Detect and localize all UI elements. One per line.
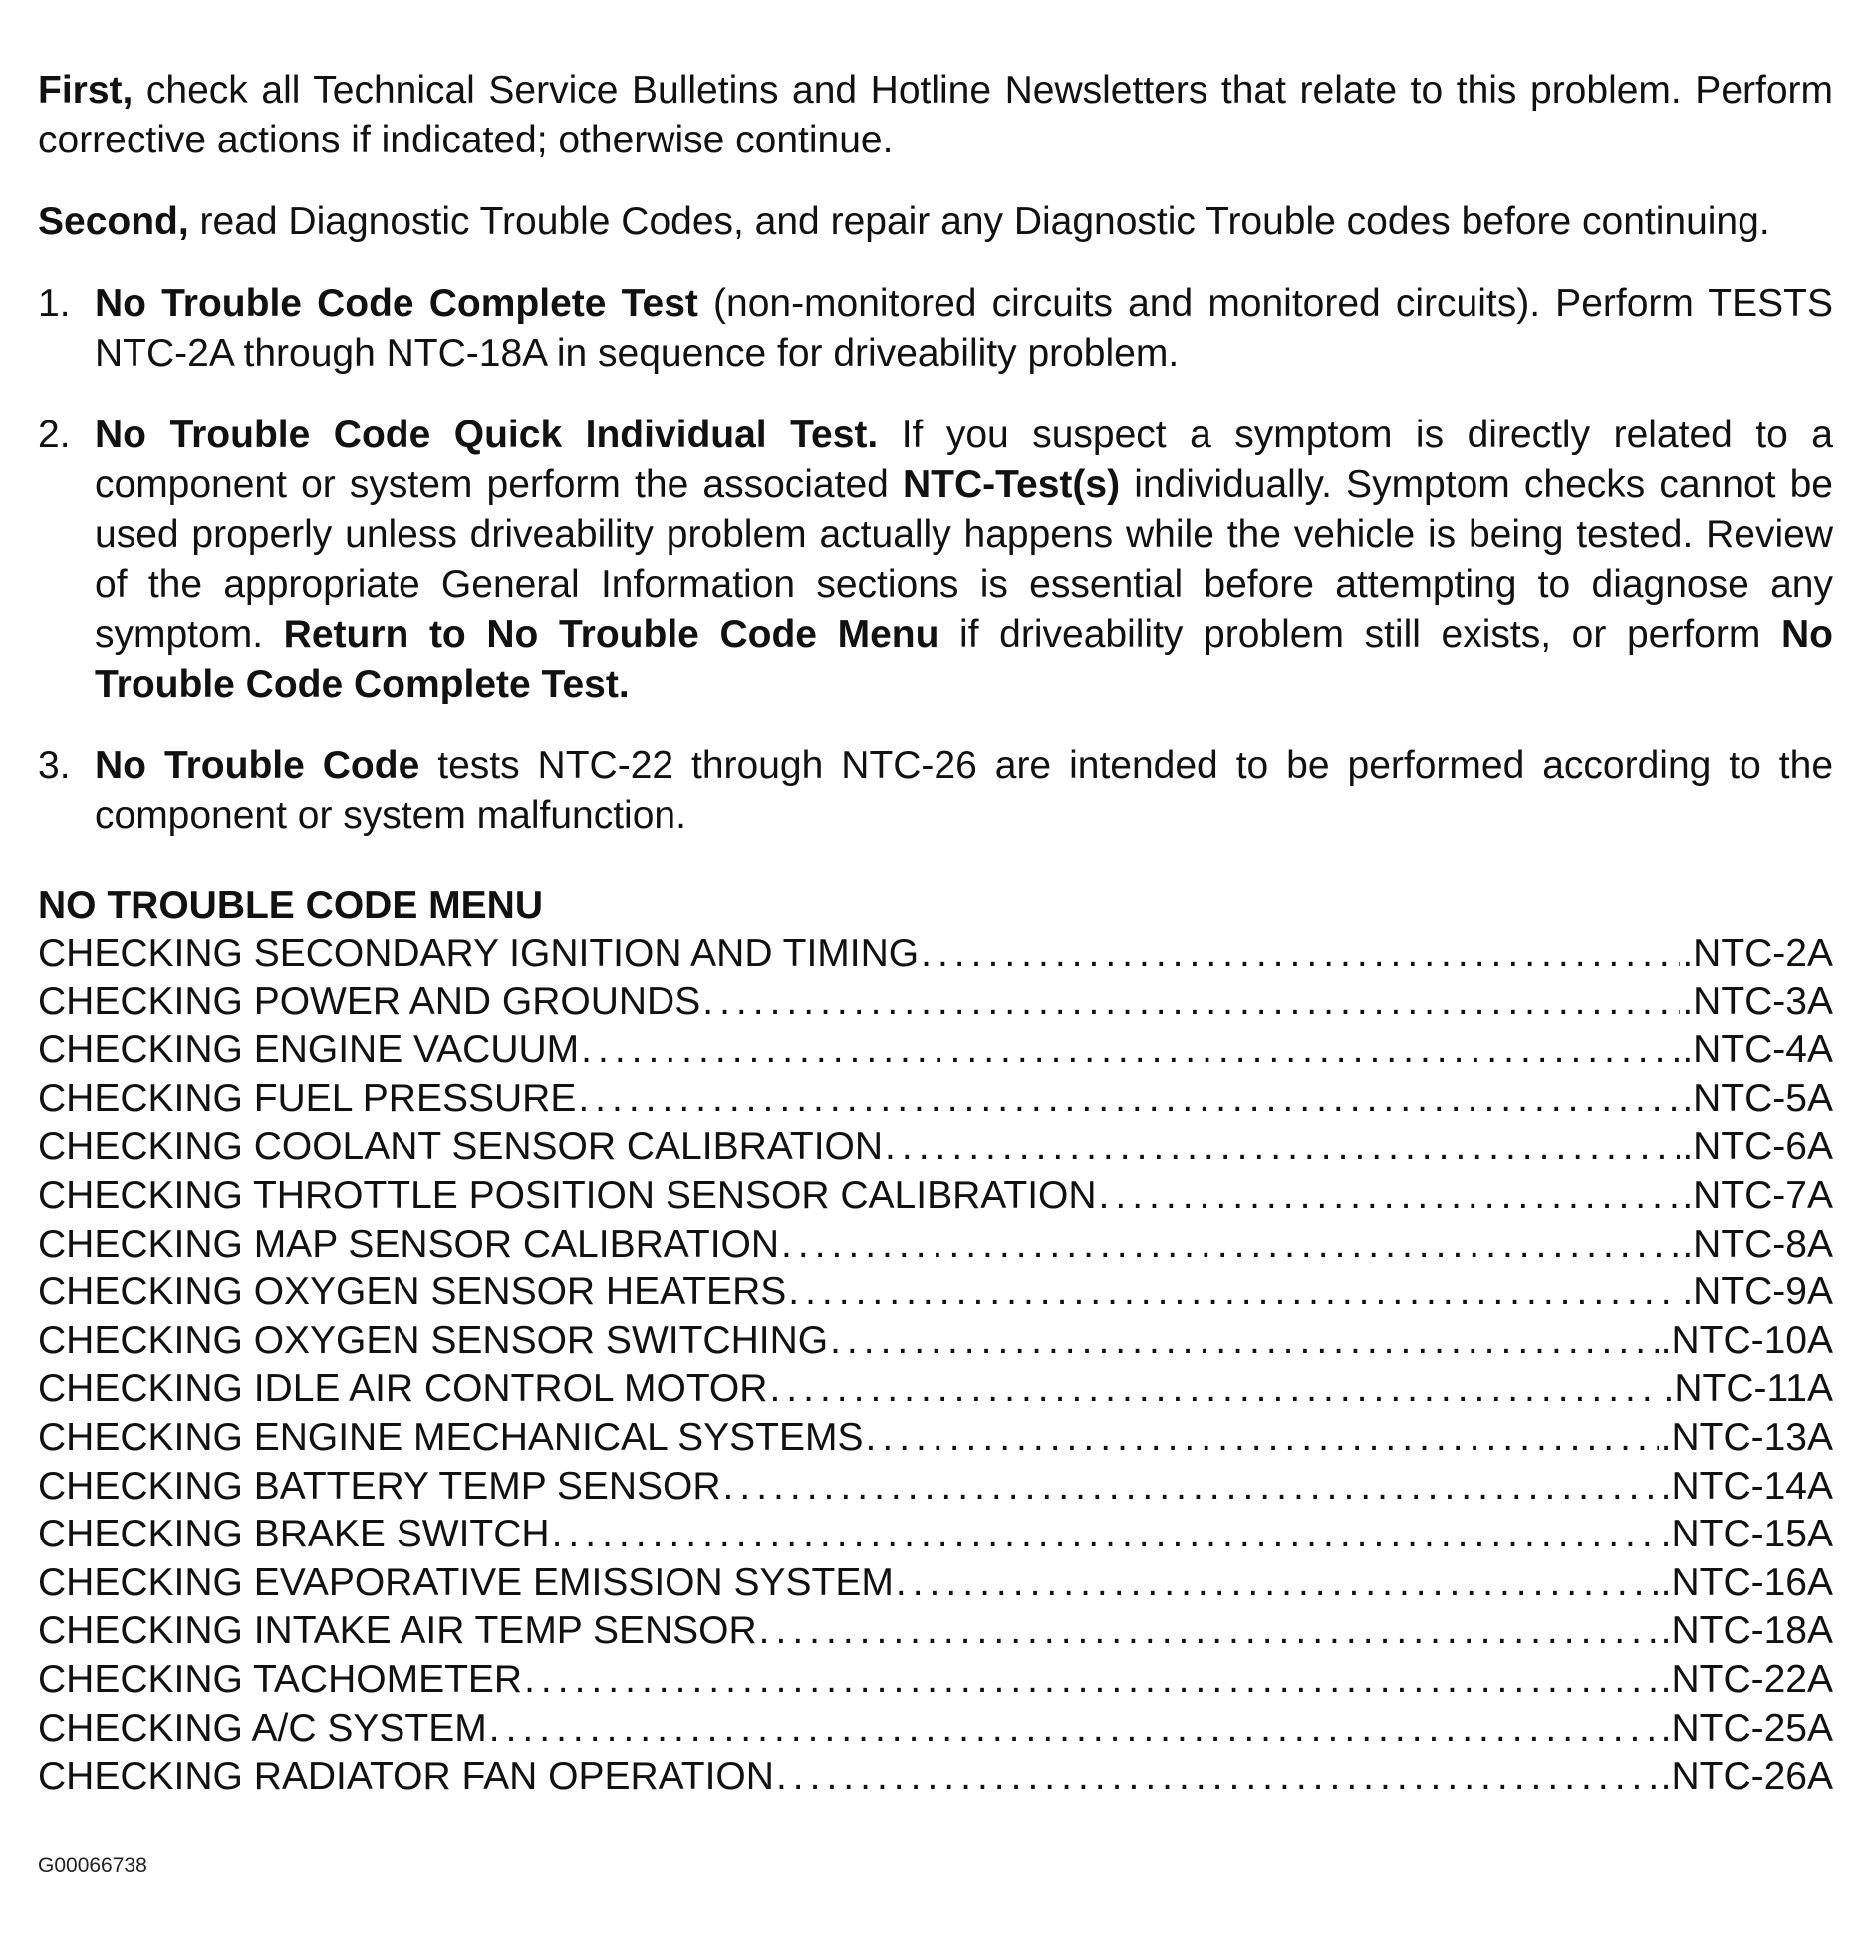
menu-item-label: CHECKING INTAKE AIR TEMP SENSOR — [38, 1609, 757, 1653]
first-instruction — [38, 66, 1833, 165]
menu-item-label: CHECKING OXYGEN SENSOR SWITCHING — [38, 1318, 829, 1362]
dot-leader — [781, 1221, 1680, 1269]
step-bold-text: No Trouble Code Complete Test — [95, 282, 698, 325]
menu-item-label: CHECKING A/C SYSTEM — [38, 1706, 487, 1750]
step-item — [38, 411, 1833, 709]
menu-item-code: .NTC-18A — [1660, 1609, 1833, 1653]
menu-item — [38, 1268, 1833, 1317]
dot-leader — [830, 1317, 1659, 1366]
second-text: read Diagnostic Trouble Codes, and repair any Diagnostic Trouble codes before continuing. — [188, 200, 1770, 243]
dot-leader — [524, 1656, 1659, 1705]
dot-leader — [885, 1123, 1680, 1172]
menu-item — [38, 979, 1833, 1027]
dot-leader — [921, 930, 1680, 979]
dot-leader — [759, 1607, 1659, 1656]
step-bold-text: No Trouble Code Quick Individual Test. — [95, 414, 879, 456]
document-page — [38, 66, 1833, 1802]
step-bold-text: Return to No Trouble Code Menu — [283, 613, 939, 656]
no-trouble-code-menu — [38, 881, 1833, 1802]
menu-item-label: CHECKING COOLANT SENSOR CALIBRATION — [38, 1125, 884, 1169]
menu-item-label: CHECKING BATTERY TEMP SENSOR — [38, 1464, 721, 1508]
menu-item — [38, 1607, 1833, 1656]
menu-item-code: .NTC-16A — [1660, 1560, 1833, 1604]
step-item — [38, 279, 1833, 379]
menu-item-code: .NTC-9A — [1682, 1270, 1833, 1314]
menu-item — [38, 1026, 1833, 1075]
step-item — [38, 741, 1833, 841]
menu-item-label: CHECKING SECONDARY IGNITION AND TIMING — [38, 932, 920, 975]
menu-item-code: .NTC-8A — [1682, 1222, 1833, 1265]
menu-item-label: CHECKING EVAPORATIVE EMISSION SYSTEM — [38, 1560, 894, 1604]
menu-item-code: .NTC-22A — [1660, 1657, 1833, 1701]
menu-item-label: CHECKING RADIATOR FAN OPERATION — [38, 1755, 774, 1799]
figure-id: G00066738 — [38, 1854, 147, 1877]
menu-item — [38, 1559, 1833, 1608]
steps-list — [38, 279, 1833, 841]
second-instruction — [38, 197, 1833, 247]
step-bold-text: No Trouble Code Complete Test. — [95, 613, 1833, 705]
menu-item-code: .NTC-10A — [1660, 1318, 1833, 1362]
menu-item-code: .NTC-13A — [1660, 1415, 1833, 1459]
menu-item-code: .NTC-2A — [1682, 932, 1833, 975]
dot-leader — [1099, 1172, 1681, 1221]
menu-item — [38, 1123, 1833, 1172]
step-number: 2. — [38, 414, 71, 456]
menu-item — [38, 1414, 1833, 1463]
menu-item — [38, 930, 1833, 979]
step-number: 1. — [38, 282, 71, 325]
menu-item — [38, 1075, 1833, 1124]
menu-item-code: .NTC-3A — [1682, 980, 1833, 1023]
dot-leader — [552, 1511, 1659, 1559]
menu-item — [38, 1463, 1833, 1512]
dot-leader — [788, 1268, 1680, 1317]
step-number: 3. — [38, 744, 71, 787]
step-text: individually. Symptom checks cannot be used properly unless driveability problem actually happens while the vehicle is being tested. Review of the appropriate General Information sections is essential before attempting to diagnose any symptom. — [95, 463, 1833, 656]
step-text: tests NTC-22 through NTC-26 are intended to be performed according to the component or system malfunction. — [95, 744, 1834, 837]
dot-leader — [896, 1559, 1659, 1608]
menu-item-label: CHECKING BRAKE SWITCH — [38, 1513, 550, 1556]
menu-item-code: .NTC-11A — [1663, 1367, 1833, 1411]
dot-leader — [866, 1414, 1659, 1463]
menu-item-label: CHECKING FUEL PRESSURE — [38, 1076, 577, 1120]
menu-item — [38, 1365, 1833, 1414]
menu-item-code: .NTC-14A — [1660, 1464, 1833, 1508]
dot-leader — [723, 1463, 1659, 1512]
step-text: If you suspect a symptom is directly related to a component or system perform the associated — [95, 414, 1833, 506]
menu-item-label: CHECKING TACHOMETER — [38, 1657, 523, 1701]
first-text: check all Technical Service Bulletins and Hotline Newsletters that relate to this problem. Perform corrective actions if indicated; otherwise continue. — [38, 69, 1833, 161]
menu-item-label: CHECKING OXYGEN SENSOR HEATERS — [38, 1270, 787, 1314]
step-text: if driveability problem still exists, or perform — [938, 613, 1781, 656]
dot-leader — [769, 1365, 1661, 1414]
menu-item — [38, 1656, 1833, 1705]
menu-item-label: CHECKING THROTTLE POSITION SENSOR CALIBRATION — [38, 1173, 1097, 1217]
menu-item-code: .NTC-5A — [1682, 1076, 1833, 1120]
menu-item-code: .NTC-15A — [1660, 1513, 1833, 1556]
second-lead: Second, — [38, 200, 189, 243]
step-text: (non-monitored circuits and monitored circuits). Perform TESTS NTC-2A through NTC-18A in sequence for driveability problem. — [95, 282, 1833, 375]
menu-item-label: CHECKING ENGINE MECHANICAL SYSTEMS — [38, 1415, 864, 1459]
menu-item-code: .NTC-7A — [1682, 1173, 1833, 1217]
menu-item — [38, 1511, 1833, 1559]
step-bold-text: NTC-Test(s) — [902, 463, 1121, 506]
menu-item-code: .NTC-25A — [1660, 1706, 1833, 1750]
dot-leader — [581, 1026, 1680, 1075]
dot-leader — [489, 1705, 1659, 1754]
menu-items — [38, 930, 1833, 1802]
menu-item — [38, 1317, 1833, 1366]
menu-item — [38, 1221, 1833, 1269]
menu-item — [38, 1705, 1833, 1754]
first-lead: First, — [38, 69, 134, 112]
menu-item-label: CHECKING IDLE AIR CONTROL MOTOR — [38, 1367, 768, 1411]
menu-item — [38, 1753, 1833, 1802]
menu-item-label: CHECKING ENGINE VACUUM — [38, 1028, 580, 1072]
menu-title: NO TROUBLE CODE MENU — [38, 884, 543, 927]
menu-item-label: CHECKING MAP SENSOR CALIBRATION — [38, 1222, 780, 1265]
dot-leader — [578, 1075, 1680, 1124]
menu-item — [38, 1172, 1833, 1221]
menu-item-code: .NTC-4A — [1682, 1028, 1833, 1072]
menu-item-code: .NTC-26A — [1660, 1755, 1833, 1799]
dot-leader — [702, 979, 1680, 1027]
menu-item-label: CHECKING POWER AND GROUNDS — [38, 980, 701, 1023]
step-bold-text: No Trouble Code — [95, 744, 420, 787]
menu-item-code: .NTC-6A — [1682, 1125, 1833, 1169]
dot-leader — [776, 1753, 1659, 1802]
